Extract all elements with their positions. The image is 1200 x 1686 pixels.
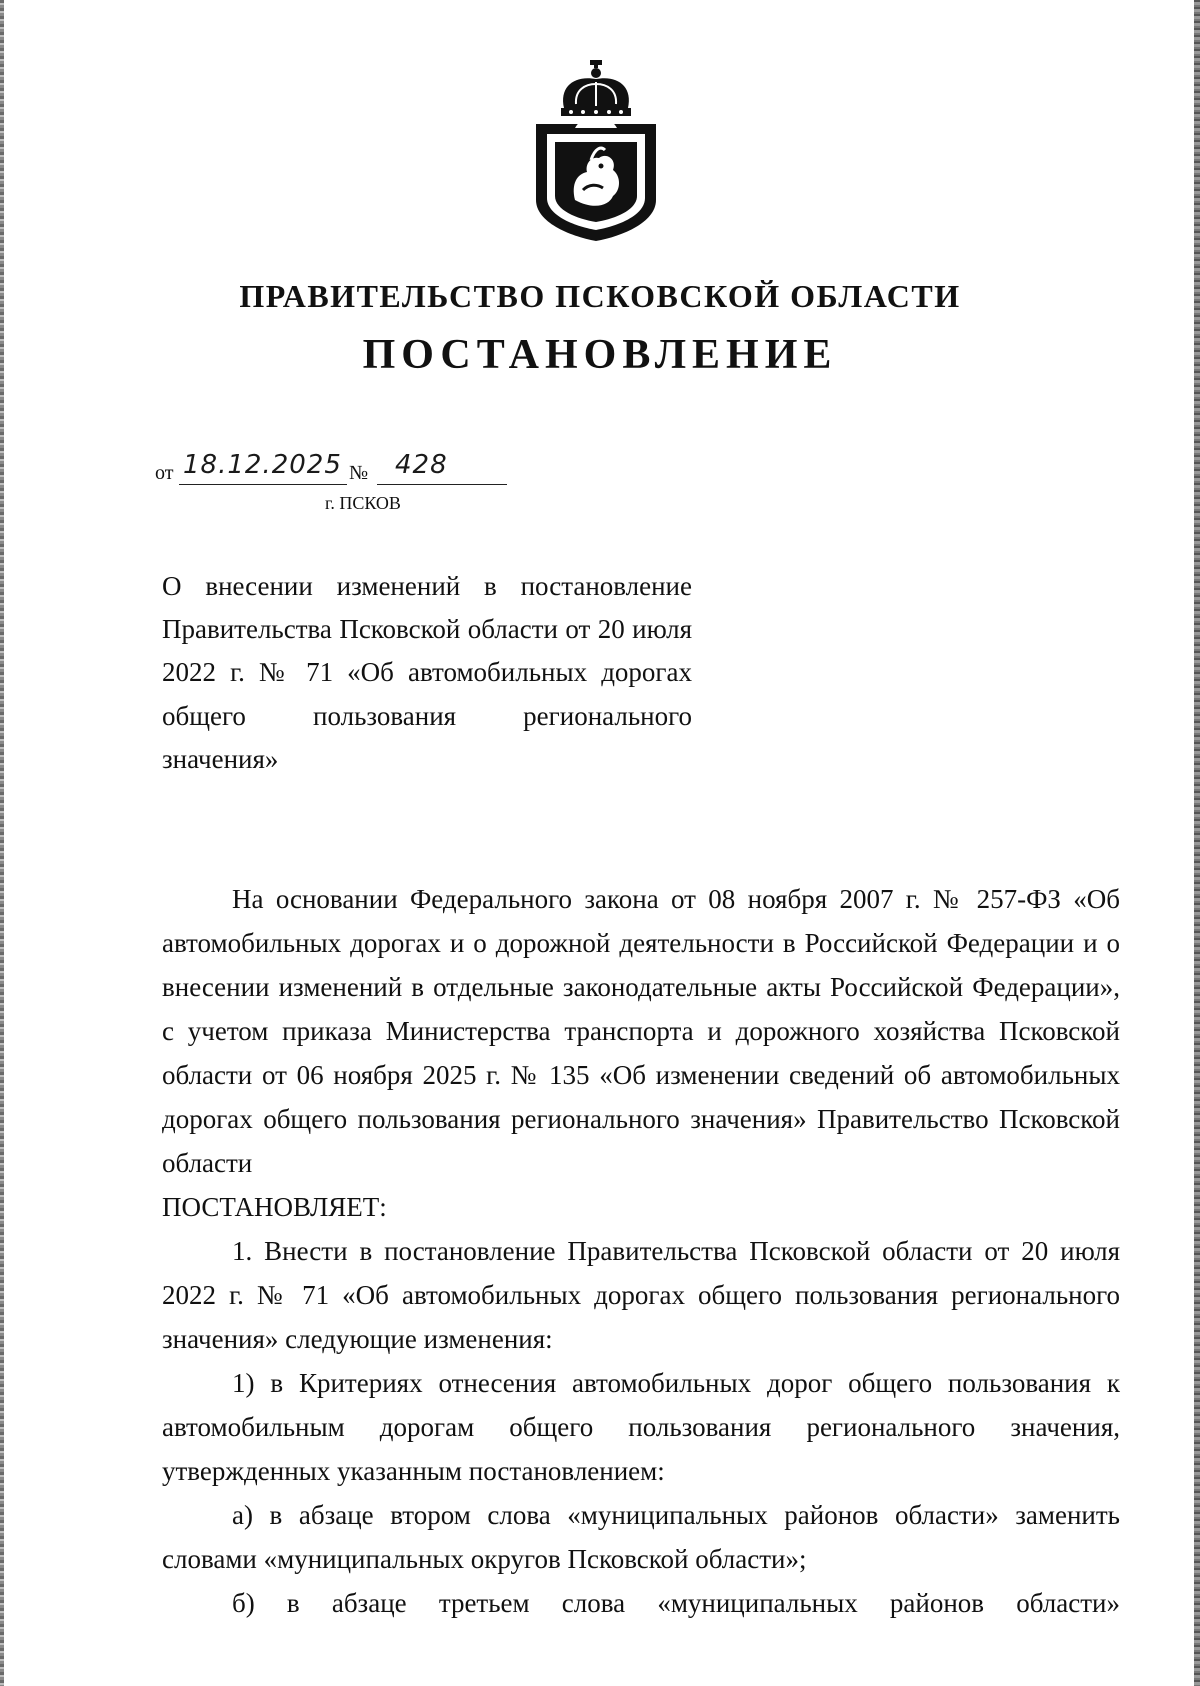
handwritten-date: 18.12.2025 (183, 450, 342, 480)
date-underline (179, 484, 347, 485)
government-title: ПРАВИТЕЛЬСТВО ПСКОВСКОЙ ОБЛАСТИ (239, 278, 961, 314)
document-body (162, 877, 1120, 1625)
handwritten-number: 428 (395, 450, 448, 480)
crown-icon (561, 60, 631, 116)
date-prefix: от (155, 462, 174, 484)
scan-edge-left (0, 0, 4, 1686)
document-subject: О внесении изменений в постановление Правительства Псковской области от 20 июля 2022 г. № 71 «Об автомобильных дорогах общего пользования регионального значения» (162, 571, 692, 774)
number-prefix: № (349, 462, 369, 484)
number-underline (377, 484, 507, 485)
preamble-paragraph: На основании Федерального закона от 08 ноября 2007 г. № 257-ФЗ «Об автомобильных дорогах и о дорожной деятельности в Российской Федерации и о внесении изменений в отдельные законодательные акты Российской Федерации», с учетом приказа Министерства транспорта и дорожного хозяйства Псковской области от 06 ноября 2025 г. № 135 «Об изменении сведений об автомобильных дорогах общего пользования регионального значения» Правительство Псковской области (162, 884, 1120, 1178)
scan-edge-right (1194, 0, 1200, 1686)
date-number-line (155, 450, 535, 486)
pskov-coat-of-arms-icon (531, 60, 661, 242)
city-label: г. ПСКОВ (325, 493, 401, 513)
item-1-paragraph: 1. Внести в постановление Правительства Псковской области от 20 июля 2022 г. № 71 «Об автомобильных дорогах общего пользования регионального значения» следующие изменения: (162, 1236, 1120, 1354)
decree-word: ПОСТАНОВЛЯЕТ: (162, 1192, 387, 1222)
item-a-paragraph: а) в абзаце втором слова «муниципальных районов области» заменить словами «муниципальных округов Псковской области»; (162, 1500, 1120, 1574)
document-type-title: ПОСТАНОВЛЕНИЕ (362, 332, 838, 378)
item-b-paragraph: б) в абзаце третьем слова «муниципальных районов области» (232, 1588, 1120, 1618)
item-1-1-paragraph: 1) в Критериях отнесения автомобильных дорог общего пользования к автомобильным дорогам общего пользования регионального значения, утвержденных указанным постановлением: (162, 1368, 1120, 1486)
